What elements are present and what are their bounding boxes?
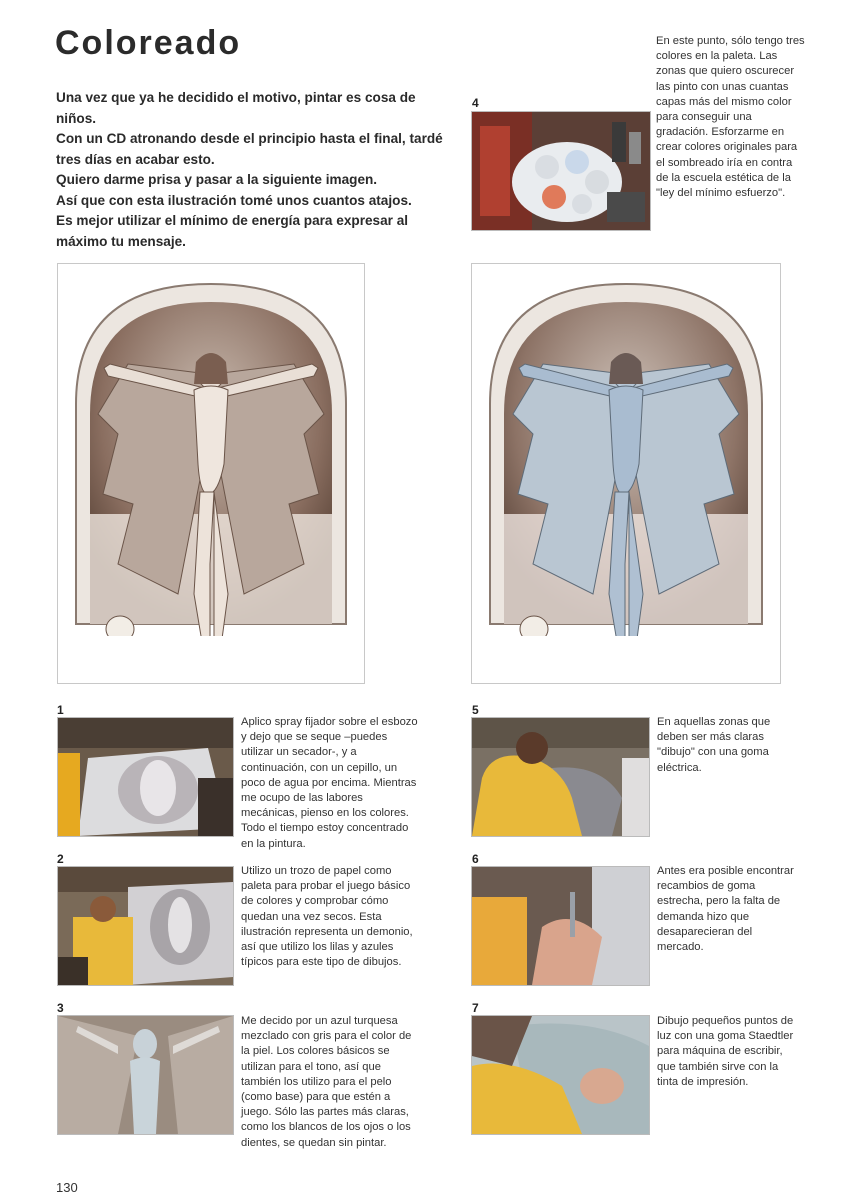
step-2-photo-painting (57, 866, 234, 986)
step-6-number: 6 (472, 852, 479, 866)
step-5-number: 5 (472, 703, 479, 717)
step-2-text: Utilizo un trozo de papel como paleta para probar el juego básico de colores y comprobar cómo quedan una vez secos. Esta ilustración representa un demonio, así que utilizo los lilas y azules típicos para este tipo de dibujos. (241, 865, 413, 969)
step-4-text: En este punto, sólo tengo tres colores en la paleta. Las zonas que quiero oscurecer las pinto con unas cuantas capas más del mismo color para conseguir una gradación. Esforzarme en crear colores originales para el sombreado iría en contra de la escuela estética de la "ley del mínimo esfuerzo". (656, 35, 805, 200)
page-number: 130 (56, 1180, 78, 1195)
step-6-text: Antes era posible encontrar recambios de goma estrecha, pero la falta de demanda hizo que desaparecieran del mercado. (657, 865, 794, 954)
intro-line: Quiero darme prisa y pasar a la siguiente imagen. (56, 172, 378, 187)
step-7-photo-highlights (471, 1015, 650, 1135)
step-4-photo-palette (471, 111, 651, 231)
intro-line: Una vez que ya he decidido el motivo, pintar es cosa de niños. (56, 90, 416, 126)
step-1-number: 1 (57, 703, 64, 717)
illustration-colored (471, 263, 781, 684)
step-3-number: 3 (57, 1001, 64, 1015)
step-6-photo-refill (471, 866, 650, 986)
step-4-number: 4 (472, 96, 479, 110)
step-3-photo-skin-color (57, 1015, 234, 1135)
step-1-text: Aplico spray fijador sobre el esbozo y dejo que se seque –puedes utilizar un secador-, y a continuación, con un cepillo, un poco de agua por encima. Mientras me ocupo de las labores mecánicas, pienso en los colores. Todo el tiempo estoy concentrado en la pintura. (241, 716, 418, 850)
intro-text (56, 88, 446, 252)
step-1-photo-fixative (57, 717, 234, 837)
step-3-text: Me decido por un azul turquesa mezclado con gris para el color de la piel. Los colores básicos se utilizan para el tono, así que también los utilizo para el pelo (como base) para que estén a juego. Sólo las partes más claras, como los blancos de los ojos o los dientes, se quedan sin pintar. (241, 1015, 412, 1149)
step-5-photo-eraser (471, 717, 650, 837)
illustration-sepia (57, 263, 365, 684)
step-7-text: Dibujo pequeños puntos de luz con una goma Staedtler para máquina de escribir, que también sirve con la tinta de impresión. (657, 1015, 794, 1088)
intro-line: Es mejor utilizar el mínimo de energía para expresar al máximo tu mensaje. (56, 213, 409, 249)
step-7-number: 7 (472, 1001, 479, 1015)
page-title: Coloreado (55, 24, 242, 62)
intro-line: Así que con esta ilustración tomé unos cuantos atajos. (56, 192, 412, 208)
step-5-text: En aquellas zonas que deben ser más claras "dibujo" con una goma eléctrica. (657, 716, 771, 774)
intro-line: Con un CD atronando desde el principio hasta el final, tardé tres días en acabar esto. (56, 131, 443, 167)
step-2-number: 2 (57, 852, 64, 866)
